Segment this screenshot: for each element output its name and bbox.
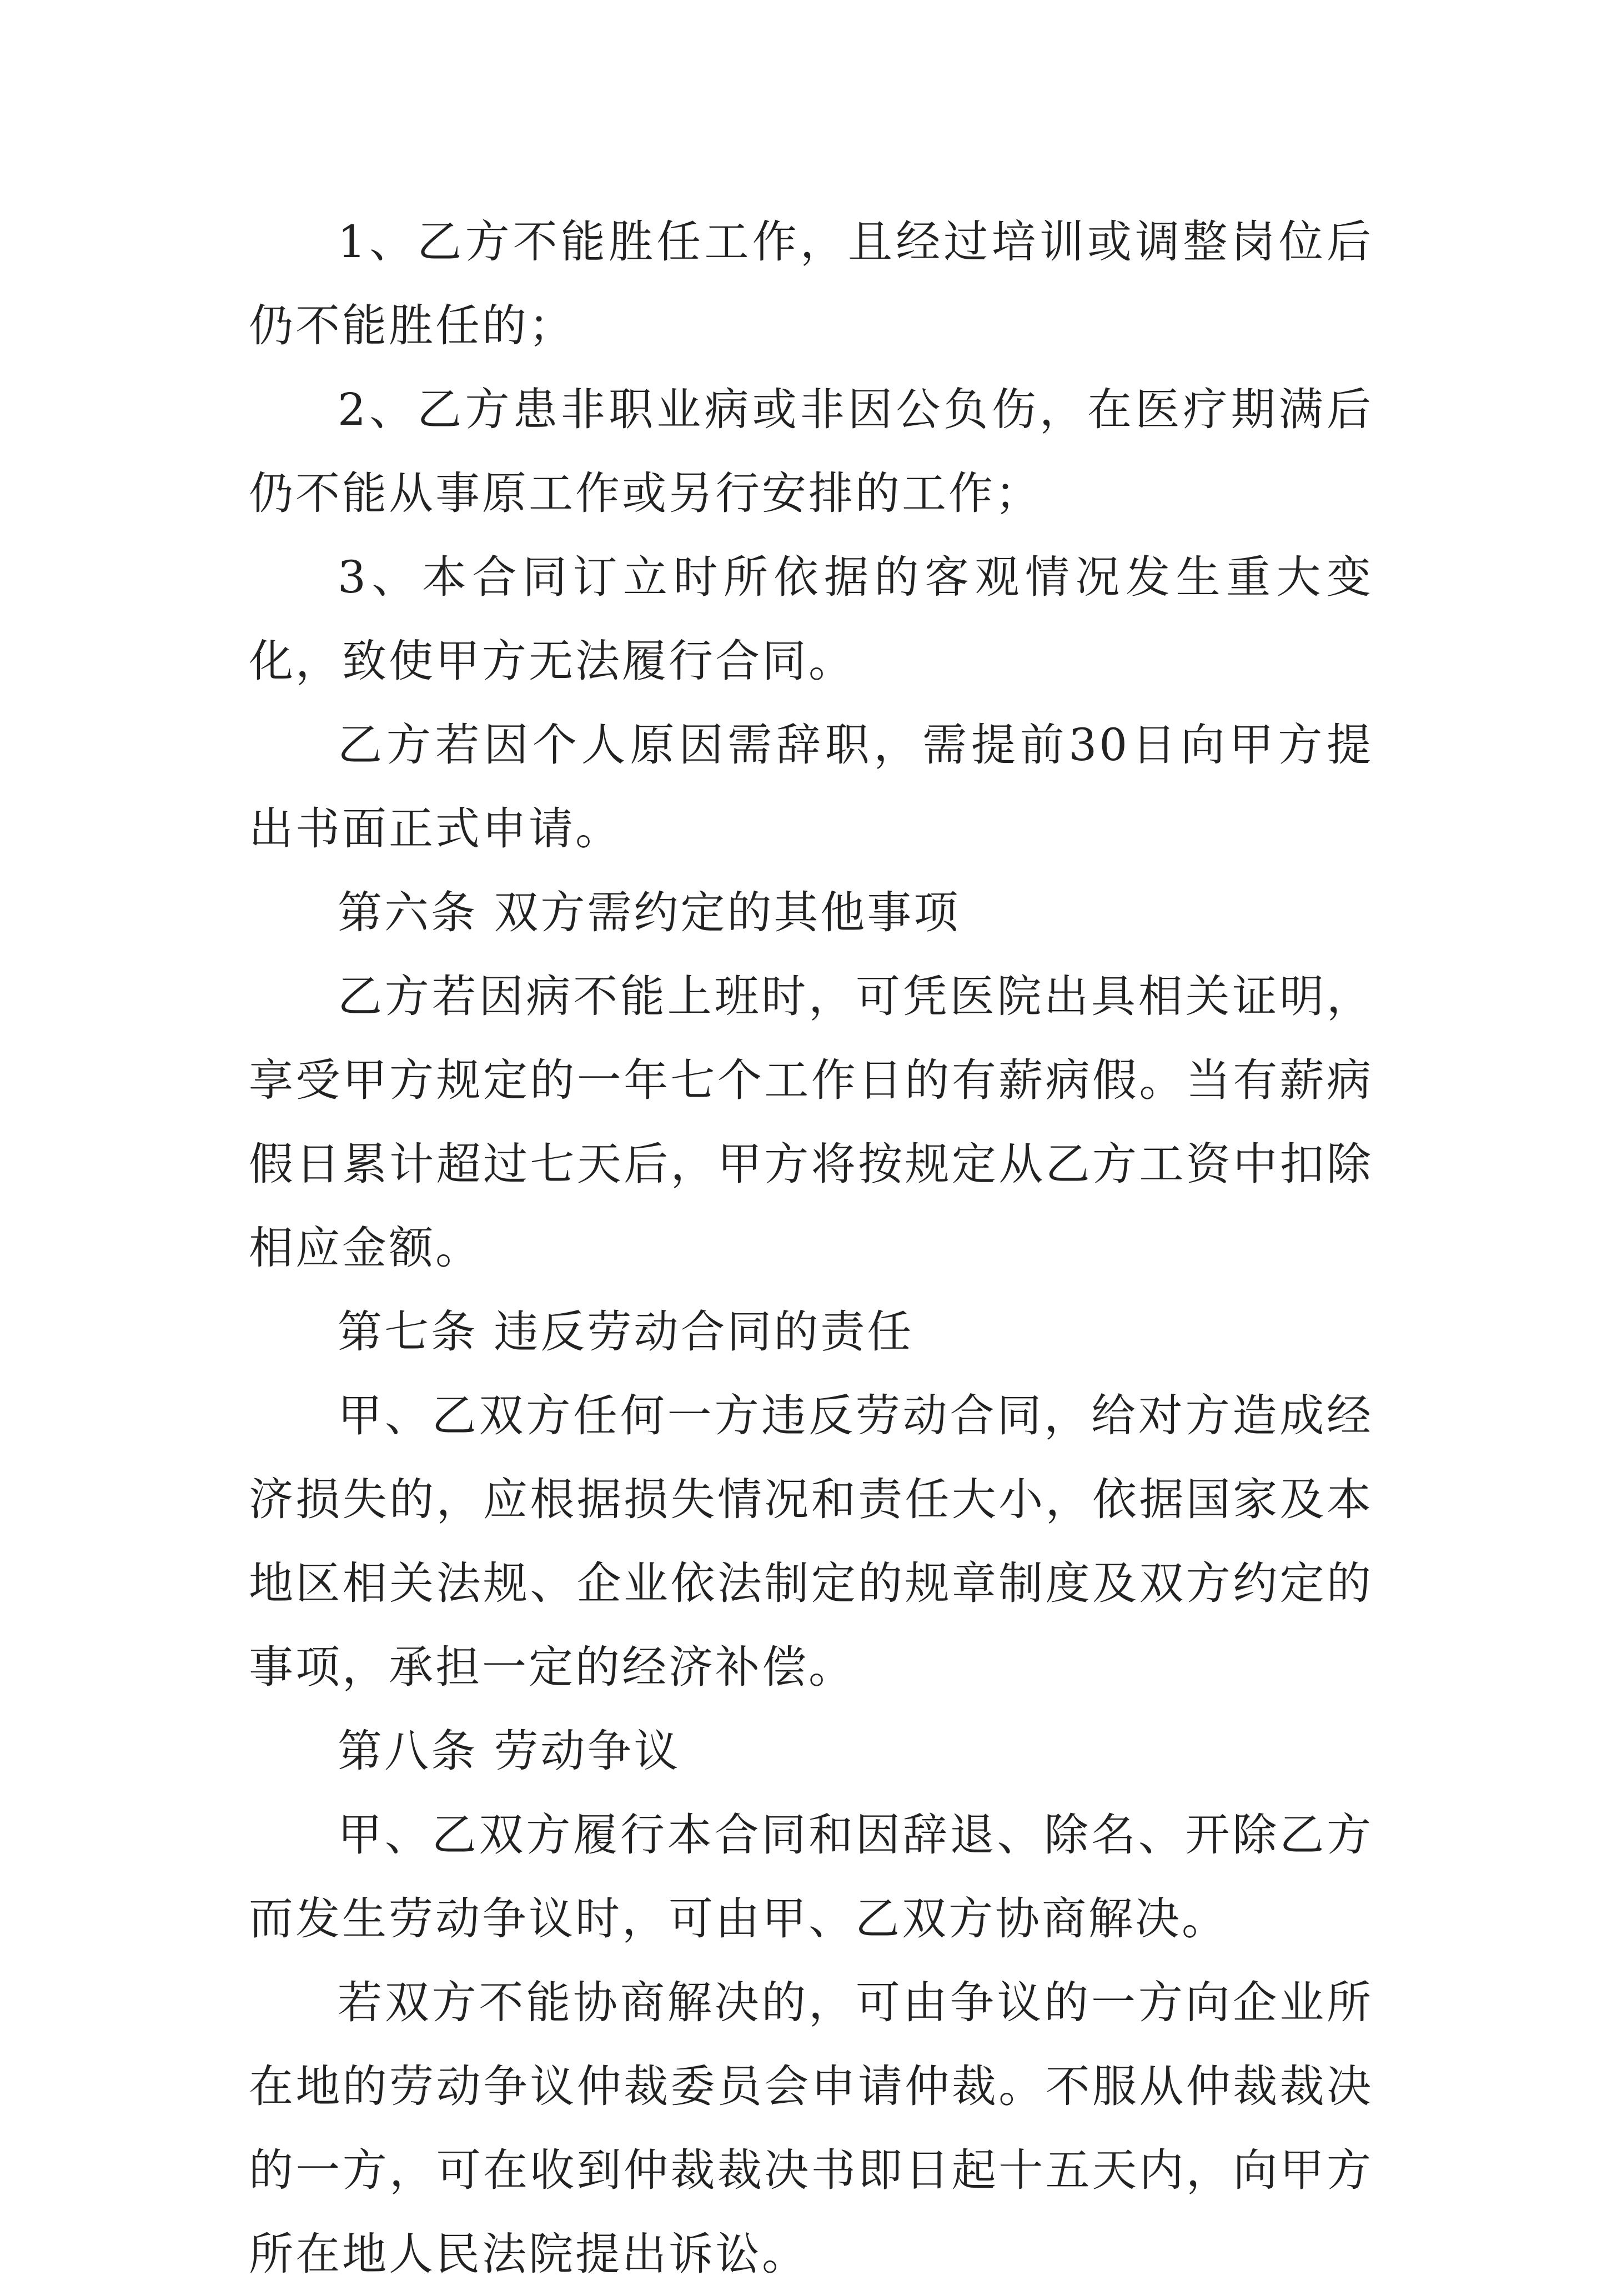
resignation-paragraph: 乙方若因个人原因需辞职，需提前30日向甲方提出书面正式申请。	[249, 719, 1373, 855]
dispute-paragraph: 甲、乙双方履行本合同和因辞退、除名、开除乙方而发生劳动争议时，可由甲、乙双方协商解决。	[249, 1809, 1373, 1945]
clause-item-2: 2、乙方患非职业病或非因公负伤，在医疗期满后仍不能从事原工作或另行安排的工作；	[249, 384, 1373, 519]
article-6-heading: 第六条 双方需约定的其他事项	[338, 887, 961, 938]
clause-item-3: 3、本合同订立时所依据的客观情况发生重大变化，致使甲方无法履行合同。	[249, 551, 1373, 687]
article-7-heading: 第七条 违反劳动合同的责任	[338, 1306, 914, 1358]
article-8-heading: 第八条 劳动争议	[338, 1725, 681, 1777]
arbitration-paragraph: 若双方不能协商解决的，可由争议的一方向企业所在地的劳动争议仲裁委员会申请仲裁。不服从仲裁裁决的一方，可在收到仲裁裁决书即日起十五天内，向甲方所在地人民法院提出诉讼。	[249, 1977, 1373, 2280]
document-body	[249, 200, 1373, 2296]
sick-leave-paragraph: 乙方若因病不能上班时，可凭医院出具相关证明，享受甲方规定的一年七个工作日的有薪病假。当有薪病假日累计超过七天后，甲方将按规定从乙方工资中扣除相应金额。	[249, 971, 1373, 1274]
clause-item-1: 1、乙方不能胜任工作，且经过培训或调整岗位后仍不能胜任的；	[249, 216, 1373, 351]
liability-paragraph: 甲、乙双方任何一方违反劳动合同，给对方造成经济损失的，应根据损失情况和责任大小，依据国家及本地区相关法规、企业依法制定的规章制度及双方约定的事项，承担一定的经济补偿。	[249, 1390, 1373, 1693]
